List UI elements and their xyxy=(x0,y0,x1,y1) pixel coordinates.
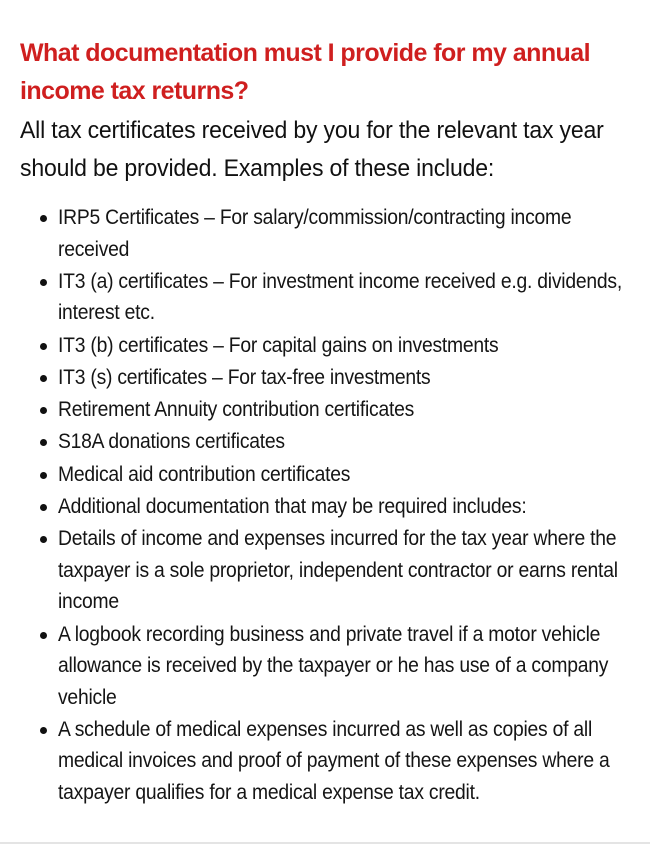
bullet-icon xyxy=(40,504,47,511)
list-item-text: IT3 (s) certificates – For tax-free investments xyxy=(58,365,431,389)
list-item xyxy=(20,202,632,265)
list-item xyxy=(20,491,632,523)
list-item-text: A schedule of medical expenses incurred as well as copies of all medical invoices and proof of payment of these expenses where a taxpayer qualifies for a medical expense tax credit. xyxy=(58,717,610,804)
bullet-icon xyxy=(40,727,47,734)
faq-intro: All tax certificates received by you for the relevant tax year should be provided. Examples of these include: xyxy=(20,117,604,182)
list-item-text: Retirement Annuity contribution certificates xyxy=(58,398,415,422)
documentation-list xyxy=(20,202,632,808)
bullet-icon xyxy=(40,536,47,543)
list-item xyxy=(20,394,632,426)
faq-entry xyxy=(20,34,632,809)
bullet-icon xyxy=(40,407,47,414)
list-item-text: IRP5 Certificates – For salary/commission/contracting income received xyxy=(58,206,572,261)
list-item-text: Details of income and expenses incurred for the tax year where the taxpayer is a sole proprietor, independent contractor or earns rental income xyxy=(58,527,618,614)
list-item-text: A logbook recording business and private travel if a motor vehicle allowance is received by the taxpayer or he has use of a company vehicle xyxy=(58,622,609,709)
list-item xyxy=(20,459,632,491)
list-item xyxy=(20,523,632,618)
list-item-text: S18A donations certificates xyxy=(58,430,285,454)
list-item xyxy=(20,362,632,394)
faq-question: What documentation must I provide for my annual income tax returns? xyxy=(20,39,591,105)
list-item-text: IT3 (a) certificates – For investment income received e.g. dividends, interest etc. xyxy=(58,269,622,325)
list-item xyxy=(20,619,632,714)
bullet-icon xyxy=(40,439,47,446)
list-item xyxy=(20,330,632,362)
bullet-icon xyxy=(40,472,47,479)
bullet-icon xyxy=(40,343,47,350)
bullet-icon xyxy=(40,215,47,222)
list-item xyxy=(20,266,632,329)
bullet-icon xyxy=(40,375,47,382)
list-item-text: Additional documentation that may be required includes: xyxy=(58,495,527,519)
list-item-text: IT3 (b) certificates – For capital gains on investments xyxy=(58,333,499,357)
list-item xyxy=(20,426,632,458)
list-item-text: Medical aid contribution certificates xyxy=(58,462,351,486)
bullet-icon xyxy=(40,632,47,639)
list-item xyxy=(20,714,632,809)
bullet-icon xyxy=(40,279,47,286)
